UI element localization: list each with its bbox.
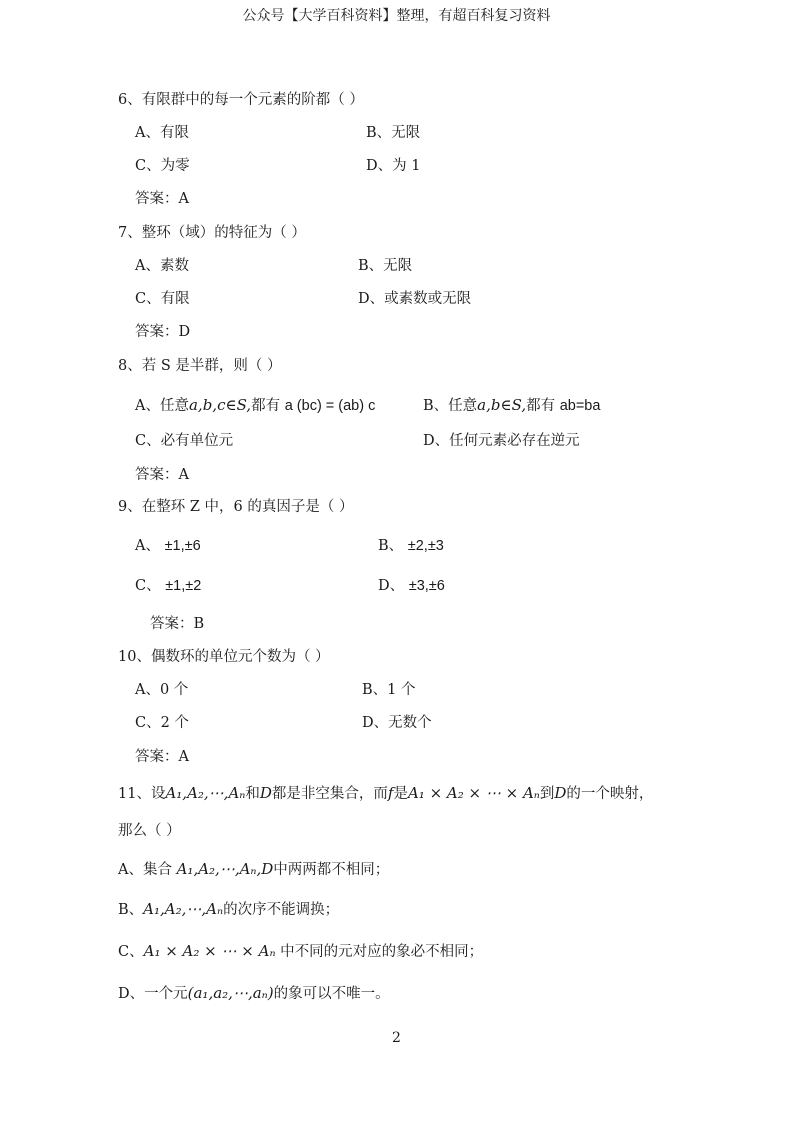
- q9-option-a: [135, 537, 201, 555]
- q11-option-c: [118, 942, 483, 961]
- q8-a-text1: 都有: [251, 398, 281, 414]
- q8-option-d: D、任何元素必存在逆元: [423, 433, 580, 449]
- q11-b-label: B、: [118, 902, 144, 918]
- q6-stem: 6、有限群中的每一个元素的阶都（ ）: [118, 92, 364, 108]
- q9-option-c: [135, 577, 201, 595]
- q11-a-math: A₁,A₂,⋯,Aₙ,D: [176, 860, 274, 878]
- q11-option-a: [118, 860, 389, 879]
- q7-option-a: A、素数: [135, 258, 189, 274]
- q11-stem-sets: A₁,A₂,⋯,Aₙ: [165, 784, 246, 802]
- q8-stem: 8、若 S 是半群，则（ ）: [118, 358, 282, 374]
- q11-stem: [118, 784, 653, 803]
- q8-option-c: C、必有单位元: [135, 433, 234, 449]
- q8-a-text2: a (bc) = (ab) c: [284, 398, 376, 414]
- q11-stem-text: 和: [245, 786, 260, 802]
- q8-b-math: a,b∈S,: [477, 396, 527, 414]
- q11-stem-text: 是: [393, 786, 408, 802]
- q8-answer: 答案：A: [135, 467, 189, 483]
- q10-stem: 10、偶数环的单位元个数为（ ）: [118, 649, 330, 665]
- q11-c-math: A₁ × A₂ × ⋯ × Aₙ: [143, 942, 276, 960]
- page-header: 公众号【大学百科资料】整理，有超百科复习资料: [242, 8, 551, 24]
- q8-b-prefix: B、任意: [423, 398, 478, 414]
- q11-stem-set-d: D: [259, 784, 272, 802]
- q9-d-value: ±3,±6: [408, 578, 445, 594]
- q11-d-math: (a₁,a₂,⋯,aₙ): [187, 984, 274, 1002]
- q6-answer: 答案：A: [135, 191, 189, 207]
- q9-d-label: D、: [378, 578, 405, 594]
- q11-stem-text: 11、设: [118, 786, 166, 802]
- q7-stem: 7、整环（域）的特征为（ ）: [118, 225, 306, 241]
- q11-a-text: 中两两都不相同；: [273, 862, 390, 878]
- q6-option-a: A、有限: [135, 125, 189, 141]
- q11-b-text: 的次序不能调换；: [223, 902, 340, 918]
- q9-stem: 9、在整环 Z 中，6 的真因子是（ ）: [118, 499, 354, 515]
- q11-a-label: A、集合: [118, 862, 172, 878]
- q7-answer: 答案：D: [135, 324, 191, 340]
- q6-option-c: C、为零: [135, 158, 190, 174]
- q9-a-value: ±1,±6: [164, 538, 201, 554]
- q8-a-prefix: A、任意: [135, 398, 189, 414]
- q11-d-text: 的象可以不唯一。: [273, 986, 390, 1002]
- q9-b-label: B、: [378, 538, 404, 554]
- q10-option-c: C、2 个: [135, 715, 189, 731]
- q7-option-c: C、有限: [135, 291, 190, 307]
- q8-a-math: a,b,c∈S,: [188, 396, 252, 414]
- q10-answer: 答案：A: [135, 749, 189, 765]
- q11-stem-text: 都是非空集合，而: [271, 786, 388, 802]
- q9-c-value: ±1,±2: [165, 578, 202, 594]
- q11-b-math: A₁,A₂,⋯,Aₙ: [143, 900, 224, 918]
- q10-option-a: A、0 个: [135, 682, 189, 698]
- q9-a-label: A、: [135, 538, 160, 554]
- q11-option-d: [118, 984, 390, 1003]
- q11-stem-text: 的一个映射，: [566, 786, 654, 802]
- q9-option-d: [378, 577, 445, 595]
- q9-option-b: [378, 537, 444, 555]
- q6-option-b: B、无限: [366, 125, 421, 141]
- q11-stem-map-f: f: [387, 784, 394, 802]
- q7-option-d: D、或素数或无限: [358, 291, 472, 307]
- q11-stem-line2: 那么（ ）: [118, 823, 181, 839]
- q11-stem-product: A₁ × A₂ × ⋯ × Aₙ: [407, 784, 540, 802]
- q10-option-d: D、无数个: [362, 715, 432, 731]
- q11-c-text: 中不同的元对应的象必不相同；: [280, 944, 484, 960]
- q6-option-d: D、为 1: [366, 158, 421, 174]
- q11-stem-set-d: D: [554, 784, 567, 802]
- q9-c-label: C、: [135, 578, 161, 594]
- q11-d-label: D、一个元: [118, 986, 188, 1002]
- q8-b-text2: ab=ba: [559, 398, 601, 414]
- q8-b-text1: 都有: [526, 398, 556, 414]
- q9-b-value: ±2,±3: [407, 538, 444, 554]
- q10-option-b: B、1 个: [362, 682, 416, 698]
- q8-option-a: [135, 396, 375, 415]
- q11-option-b: [118, 900, 339, 919]
- q9-answer: 答案：B: [150, 616, 205, 632]
- q11-stem-text: 到: [539, 786, 555, 802]
- q7-option-b: B、无限: [358, 258, 413, 274]
- q8-option-b: [423, 396, 600, 415]
- page-number: 2: [392, 1030, 401, 1046]
- q11-c-label: C、: [118, 944, 144, 960]
